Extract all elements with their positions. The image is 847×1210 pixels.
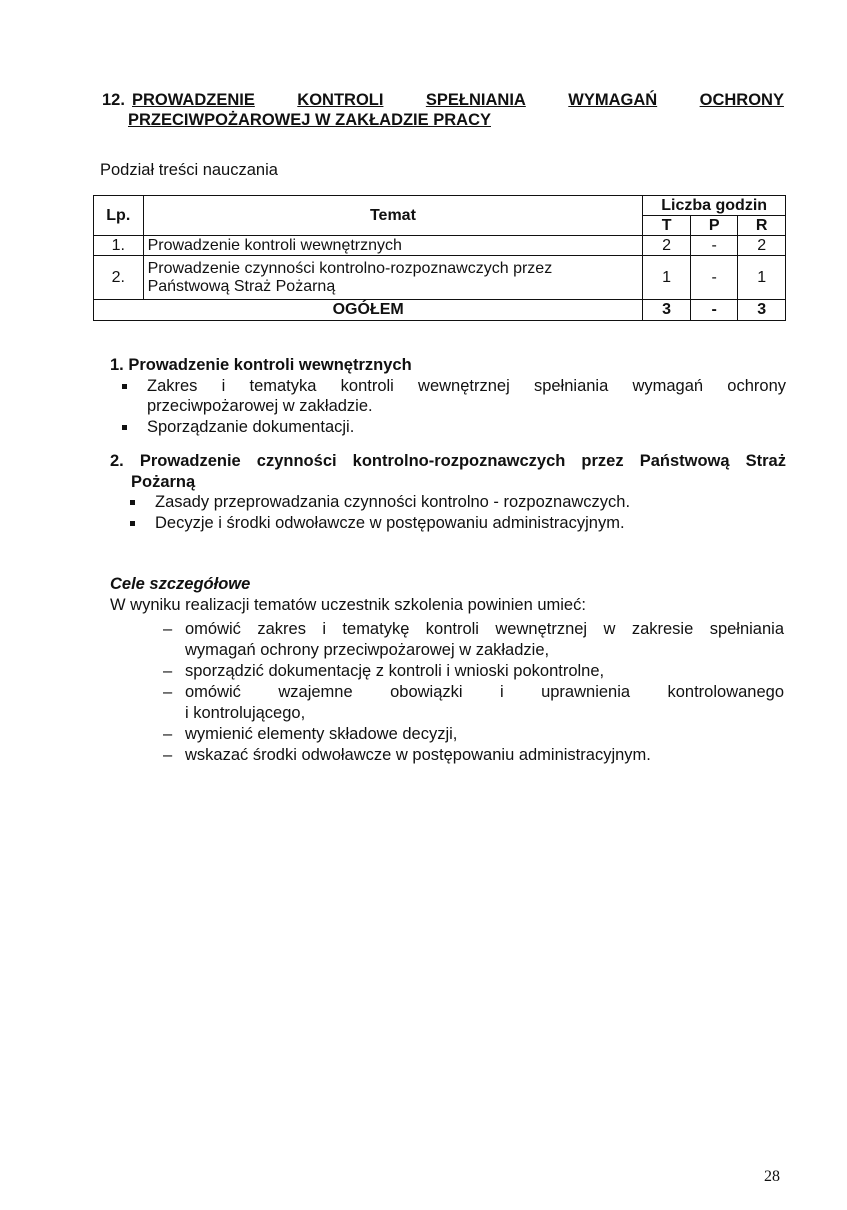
row-temat-line: Prowadzenie czynności kontrolno-rozpoznawczych przez: [147, 259, 553, 277]
table-total-row: [94, 300, 786, 321]
header-t: T: [643, 216, 691, 236]
heading-word: SPEŁNIANIA: [425, 91, 526, 109]
list-item-line: – sporządzić dokumentację z kontroli i wnioski pokontrolne,: [185, 662, 605, 680]
row-temat: Prowadzenie kontroli wewnętrznych: [143, 236, 643, 256]
subtitle: Podział treści nauczania: [100, 161, 278, 179]
list-item-line: przeciwpożarowej w zakładzie.: [147, 397, 373, 415]
header-p: P: [690, 216, 738, 236]
heading-line-1: [132, 90, 784, 110]
header-lp: Lp.: [94, 196, 144, 236]
list-item-line: wymagań ochrony przeciwpożarowej w zakładzie,: [185, 641, 550, 659]
list-item: [110, 417, 786, 438]
heading-word: WYMAGAŃ: [568, 91, 658, 109]
section-1: [110, 355, 786, 437]
objectives-title: Cele szczegółowe: [110, 575, 251, 593]
row-lp: 2.: [94, 256, 144, 300]
page-number: 28: [764, 1168, 780, 1185]
list-item-line: i kontrolującego,: [185, 704, 306, 722]
header-liczba-godzin: Liczba godzin: [643, 196, 786, 216]
header-r: R: [738, 216, 786, 236]
list-item: [160, 724, 784, 745]
list-item-line: Zakres i tematyka kontroli wewnętrznej spełniania wymagań ochrony: [147, 376, 786, 395]
list-item-line: – wskazać środki odwoławcze w postępowaniu administracyjnym.: [185, 746, 651, 764]
row-p: -: [690, 236, 738, 256]
section-2-list: [110, 492, 786, 533]
list-item-line: – wymienić elementy składowe decyzji,: [185, 725, 458, 743]
header-temat: Temat: [143, 196, 643, 236]
heading-number: 12.: [102, 91, 125, 109]
hours-table: [93, 195, 786, 321]
list-item-line: Decyzje i środki odwoławcze w postępowaniu administracyjnym.: [155, 513, 625, 532]
row-temat: [143, 256, 643, 300]
section-1-title: 1. Prowadzenie kontroli wewnętrznych: [110, 356, 412, 374]
objectives-list: [160, 619, 784, 766]
list-item: [118, 513, 786, 534]
list-item: [160, 619, 784, 661]
total-label: OGÓŁEM: [94, 300, 643, 321]
list-item: [118, 492, 786, 513]
row-t: 2: [643, 236, 691, 256]
total-p: -: [690, 300, 738, 321]
section-2-title-line: Pożarną: [131, 472, 196, 491]
table-header-row: [94, 196, 786, 216]
heading-word: KONTROLI: [297, 91, 384, 109]
section-2: [110, 451, 786, 533]
heading-word: OCHRONY: [699, 91, 784, 109]
row-r: 1: [738, 256, 786, 300]
table-row: [94, 236, 786, 256]
list-item-line: – omówić zakres i tematykę kontroli wewnętrznej w zakresie spełniania: [185, 620, 784, 638]
row-temat-line: Państwową Straż Pożarną: [147, 277, 336, 295]
heading-word: PROWADZENIE: [132, 91, 255, 109]
row-p: -: [690, 256, 738, 300]
objectives-intro: W wyniku realizacji tematów uczestnik szkolenia powinien umieć:: [110, 596, 586, 614]
list-item: [160, 682, 784, 724]
list-item-line: Zasady przeprowadzania czynności kontrolno - rozpoznawczych.: [155, 493, 631, 511]
total-t: 3: [643, 300, 691, 321]
list-item: [160, 661, 784, 682]
total-r: 3: [738, 300, 786, 321]
table-row: [94, 256, 786, 300]
list-item: [160, 745, 784, 766]
row-r: 2: [738, 236, 786, 256]
row-lp: 1.: [94, 236, 144, 256]
list-item-line: Sporządzanie dokumentacji.: [147, 417, 355, 436]
list-item: [110, 376, 786, 417]
heading-line-2: PRZECIWPOŻAROWEJ W ZAKŁADZIE PRACY: [128, 111, 491, 129]
row-t: 1: [643, 256, 691, 300]
section-1-list: [110, 376, 786, 438]
list-item-line: – omówić wzajemne obowiązki i uprawnienia kontrolowanego: [185, 683, 784, 701]
section-2-title-line: 2. Prowadzenie czynności kontrolno-rozpoznawczych przez Państwową Straż: [110, 452, 786, 470]
